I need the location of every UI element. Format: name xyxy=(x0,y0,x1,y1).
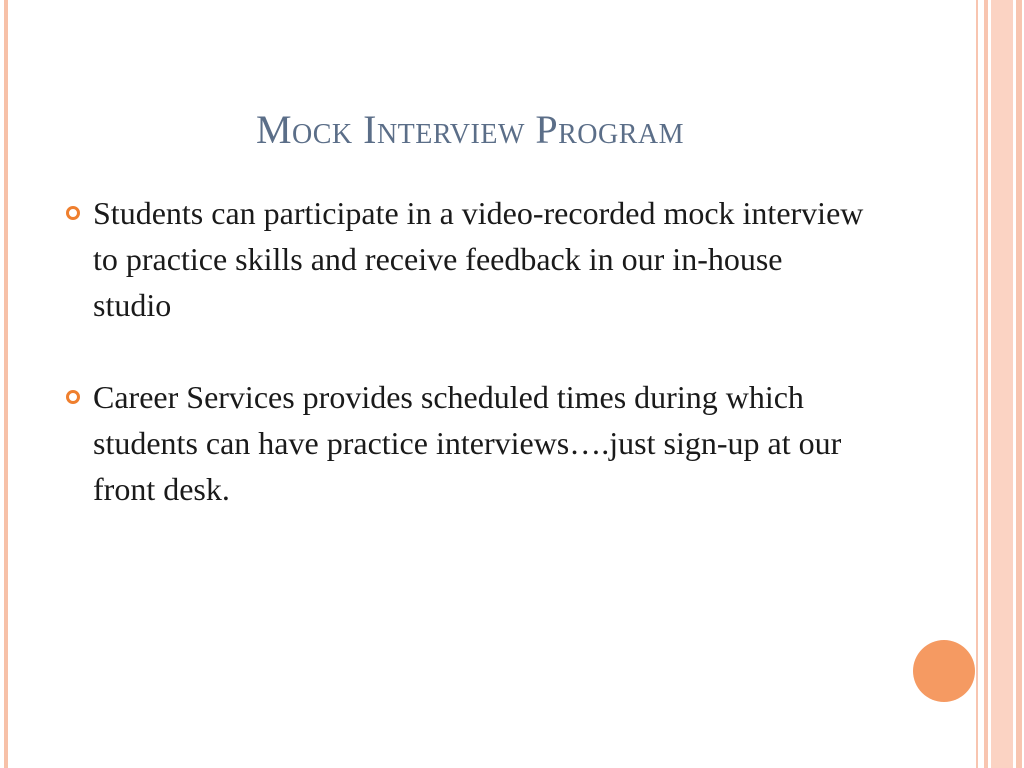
border-stripe xyxy=(984,0,988,768)
left-border-stripe xyxy=(4,0,8,768)
border-stripe xyxy=(991,0,1013,768)
bullet-item xyxy=(66,190,866,328)
border-stripe xyxy=(976,0,978,768)
bullet-text: Students can participate in a video-recorded mock interview to practice skills and receive feedback in our in-house studio xyxy=(93,195,864,323)
slide-title: Mock Interview Program xyxy=(255,107,685,152)
orange-circle-icon xyxy=(913,640,975,702)
right-border-stripes xyxy=(976,0,1024,768)
ring-bullet-icon xyxy=(66,206,80,220)
border-stripe xyxy=(1016,0,1022,768)
bullet-item xyxy=(66,374,866,512)
bullet-text: Career Services provides scheduled times during which students can have practice interviews….just sign-up at our front desk. xyxy=(93,379,842,507)
ring-bullet-icon xyxy=(66,390,80,404)
bullet-list xyxy=(66,190,866,558)
